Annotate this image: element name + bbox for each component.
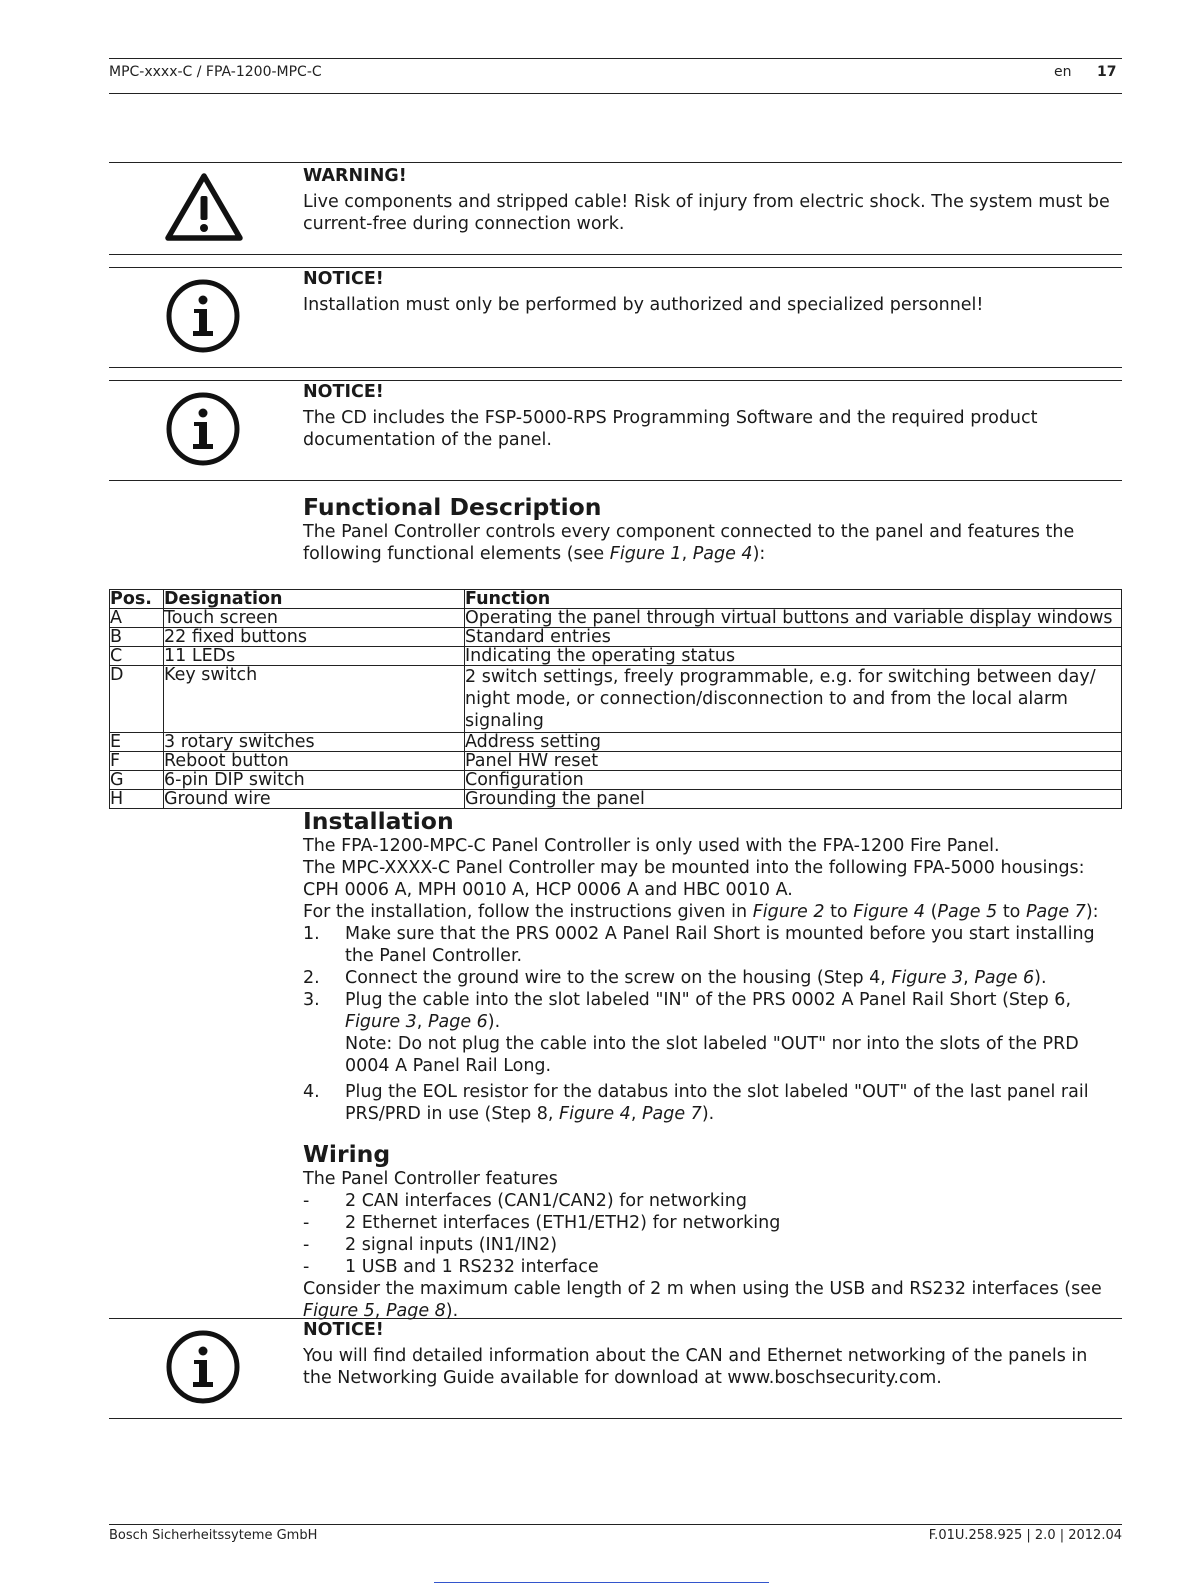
- notice-authorized: [109, 267, 1122, 367]
- cell-designation: Touch screen: [164, 609, 465, 628]
- wiring-intro: The Panel Controller features: [303, 1169, 558, 1189]
- table-row: [110, 666, 1122, 733]
- table-row: [110, 752, 1122, 771]
- cell-pos: F: [110, 752, 164, 771]
- cell-function: Standard entries: [465, 628, 1122, 647]
- info-icon: [164, 390, 242, 468]
- warning-title: WARNING!: [303, 166, 407, 186]
- warning-icon: [164, 170, 244, 244]
- figure-ref: Figure 1: [609, 544, 682, 564]
- header-bottom-rule: [109, 93, 1122, 94]
- list-item: 2. Connect the ground wire to the screw on the housing (Step 4, Figure 3, Page 6).: [303, 968, 1047, 988]
- warning-bottom-rule: [109, 254, 1122, 255]
- installation-section: [303, 807, 1118, 1125]
- function-table: [109, 589, 1122, 809]
- cell-pos: H: [110, 790, 164, 809]
- installation-p3: For the installation, follow the instructions given in Figure 2 to Figure 4 (Page 5 to Page 7):: [303, 902, 1099, 922]
- list-item: 3. Plug the cable into the slot labeled "IN" of the PRS 0002 A Panel Rail Short (Step 6, Figure 3, Page 6). Note: Do not plug the cable into the slot labeled "OUT" nor into the slots of the PRD 0004 A Panel Rail Long.: [303, 989, 1118, 1077]
- installation-heading: Installation: [303, 807, 454, 835]
- cell-designation: 22 fixed buttons: [164, 628, 465, 647]
- list-item: 1. Make sure that the PRS 0002 A Panel Rail Short is mounted before you start installing the Panel Controller.: [303, 924, 1095, 966]
- wiring-section: [303, 1140, 1118, 1322]
- wiring-heading: Wiring: [303, 1140, 391, 1168]
- installation-steps: [303, 923, 1118, 1125]
- list-item: - 2 signal inputs (IN1/IN2): [303, 1235, 558, 1255]
- cell-pos: E: [110, 733, 164, 752]
- functional-intro: The Panel Controller controls every component connected to the panel and features the following functional elements (see Figure 1, Page 4):: [303, 522, 1075, 564]
- cell-pos: C: [110, 647, 164, 666]
- notice2-title: NOTICE!: [303, 382, 384, 402]
- list-item: - 2 CAN interfaces (CAN1/CAN2) for networking: [303, 1191, 747, 1211]
- cell-function: Grounding the panel: [465, 790, 1122, 809]
- notice1-bottom-rule: [109, 367, 1122, 368]
- col-header-designation: Designation: [164, 590, 465, 609]
- list-item: - 2 Ethernet interfaces (ETH1/ETH2) for networking: [303, 1213, 781, 1233]
- footer-company: Bosch Sicherheitssyteme GmbH: [109, 1528, 318, 1543]
- notice2-bottom-rule: [109, 480, 1122, 481]
- cell-designation: Reboot button: [164, 752, 465, 771]
- info-icon: [164, 1328, 242, 1406]
- notice3-title: NOTICE!: [303, 1320, 384, 1340]
- header-page-number: 17: [1097, 64, 1117, 80]
- cell-function: Operating the panel through virtual buttons and variable display windows: [465, 609, 1122, 628]
- info-icon: [164, 277, 242, 355]
- warning-message: Live components and stripped cable! Risk of injury from electric shock. The system must be current-free during connection work.: [303, 192, 1110, 234]
- link-underline: [434, 1582, 769, 1583]
- table-row: [110, 790, 1122, 809]
- table-row: [110, 609, 1122, 628]
- wiring-outro: Consider the maximum cable length of 2 m when using the USB and RS232 interfaces (see Figure 5, Page 8).: [303, 1279, 1102, 1321]
- cell-function: Panel HW reset: [465, 752, 1122, 771]
- table-row: [110, 628, 1122, 647]
- cell-designation: Ground wire: [164, 790, 465, 809]
- cell-designation: 3 rotary switches: [164, 733, 465, 752]
- cell-pos: A: [110, 609, 164, 628]
- cell-designation: 6-pin DIP switch: [164, 771, 465, 790]
- warning-notice: [109, 162, 1122, 254]
- installation-p2: The MPC-XXXX-C Panel Controller may be mounted into the following FPA-5000 housings: CPH 0006 A, MPH 0010 A, HCP 0006 A and HBC 0010 A.: [303, 858, 1085, 900]
- notice3-message: You will find detailed information about the CAN and Ethernet networking of the panels in the Networking Guide available for download at www.boschsecurity.com.: [303, 1346, 1088, 1388]
- footer-rule: [109, 1524, 1122, 1525]
- installation-p1: The FPA-1200-MPC-C Panel Controller is only used with the FPA-1200 Fire Panel.: [303, 836, 1000, 856]
- functional-section: [303, 493, 1118, 565]
- cell-function: Address setting: [465, 733, 1122, 752]
- table-row: [110, 647, 1122, 666]
- footer-doc-ref: F.01U.258.925 | 2.0 | 2012.04: [928, 1528, 1122, 1543]
- cell-pos: B: [110, 628, 164, 647]
- header-doc-title: MPC-xxxx-C / FPA-1200-MPC-C: [109, 64, 322, 80]
- list-item: - 1 USB and 1 RS232 interface: [303, 1257, 599, 1277]
- notice1-title: NOTICE!: [303, 269, 384, 289]
- notice-networking: [109, 1318, 1122, 1418]
- cell-designation: Key switch: [164, 666, 465, 733]
- cell-function: Configuration: [465, 771, 1122, 790]
- notice3-bottom-rule: [109, 1418, 1122, 1419]
- cell-function: Indicating the operating status: [465, 647, 1122, 666]
- table-row: [110, 771, 1122, 790]
- page-ref: Page 4: [692, 544, 753, 564]
- col-header-pos: Pos.: [110, 590, 164, 609]
- cell-designation: 11 LEDs: [164, 647, 465, 666]
- cell-pos: D: [110, 666, 164, 733]
- col-header-function: Function: [465, 590, 1122, 609]
- notice1-message: Installation must only be performed by authorized and specialized personnel!: [303, 295, 984, 315]
- header-top-rule: [109, 58, 1122, 59]
- functional-heading: Functional Description: [303, 493, 602, 521]
- wiring-bullets: [303, 1190, 1118, 1278]
- table-header-row: [110, 590, 1122, 609]
- notice-cd: [109, 380, 1122, 480]
- header-lang: en: [1054, 64, 1072, 80]
- table-row: [110, 733, 1122, 752]
- cell-pos: G: [110, 771, 164, 790]
- notice2-message: The CD includes the FSP-5000-RPS Programming Software and the required product documentation of the panel.: [303, 408, 1038, 450]
- step-note: Note: Do not plug the cable into the slot labeled "OUT" nor into the slots of the PRD 0004 A Panel Rail Long.: [345, 1034, 1079, 1076]
- list-item: 4. Plug the EOL resistor for the databus into the slot labeled "OUT" of the last panel rail PRS/PRD in use (Step 8, Figure 4, Page 7).: [303, 1082, 1089, 1124]
- cell-function: 2 switch settings, freely programmable, e.g. for switching between day/ night mode, or connection/disconnection to and from the local alarm signaling: [465, 666, 1122, 733]
